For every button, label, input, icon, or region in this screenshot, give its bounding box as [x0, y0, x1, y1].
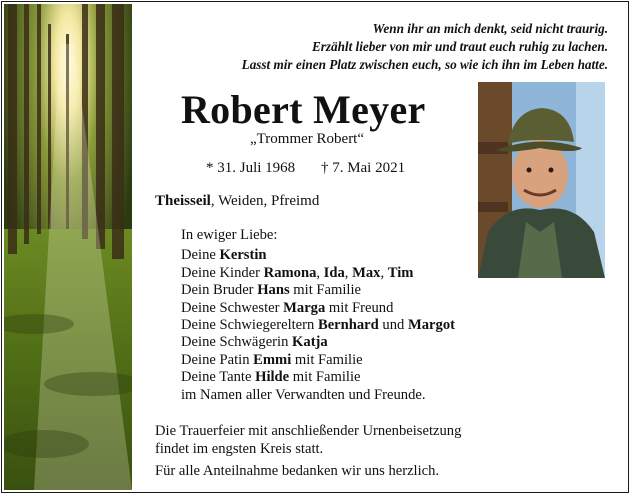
funeral-info-line: Die Trauerfeier mit anschließender Urnenbeisetzung — [155, 423, 462, 439]
thanks-line: Für alle Anteilnahme bedanken wir uns herzlich. — [155, 463, 440, 479]
life-dates — [206, 160, 405, 177]
mourner-line: Deine Kerstin — [181, 247, 267, 264]
hometown-rest: , Weiden, Pfreimd — [210, 193, 320, 209]
death-date: † 7. Mai 2021 — [320, 160, 406, 176]
mourner-line: im Namen aller Verwandten und Freunde. — [181, 386, 426, 403]
deceased-name: Robert Meyer — [181, 87, 426, 132]
mourners-list — [181, 227, 455, 404]
poem-line: Lasst mir einen Platz zwischen euch, so wie ich ihn im Leben hatte. — [241, 57, 608, 72]
hometown-main: Theisseil — [155, 193, 211, 209]
poem-line: Wenn ihr an mich denkt, seid nicht traurig. — [372, 21, 608, 36]
poem-quote — [242, 20, 608, 74]
forest-sunlight-image — [4, 4, 132, 490]
funeral-notice — [155, 422, 461, 480]
mourner-line: Deine Kinder Ramona, Ida, Max, Tim — [181, 264, 414, 281]
mourner-line: Dein Bruder Hans mit Familie — [181, 282, 362, 299]
deceased-nickname: „Trommer Robert“ — [250, 131, 365, 147]
mourner-line: Deine Patin Emmi mit Familie — [181, 351, 363, 368]
mourner-line: Deine Tante Hilde mit Familie — [181, 369, 361, 386]
mourner-line: Deine Schwiegereltern Bernhard und Margot — [181, 317, 455, 334]
poem-line: Erzählt lieber von mir und traut euch ruhig zu lachen. — [311, 39, 608, 54]
birth-date: * 31. Juli 1968 — [206, 160, 296, 176]
mourner-line: Deine Schwägerin Katja — [181, 334, 328, 351]
portrait-photo — [478, 82, 605, 278]
mourners-intro: In ewiger Liebe: — [181, 227, 278, 243]
hometown — [155, 193, 319, 210]
funeral-info-line: findet im engsten Kreis statt. — [155, 441, 324, 457]
mourner-line: Deine Schwester Marga mit Freund — [181, 299, 394, 316]
